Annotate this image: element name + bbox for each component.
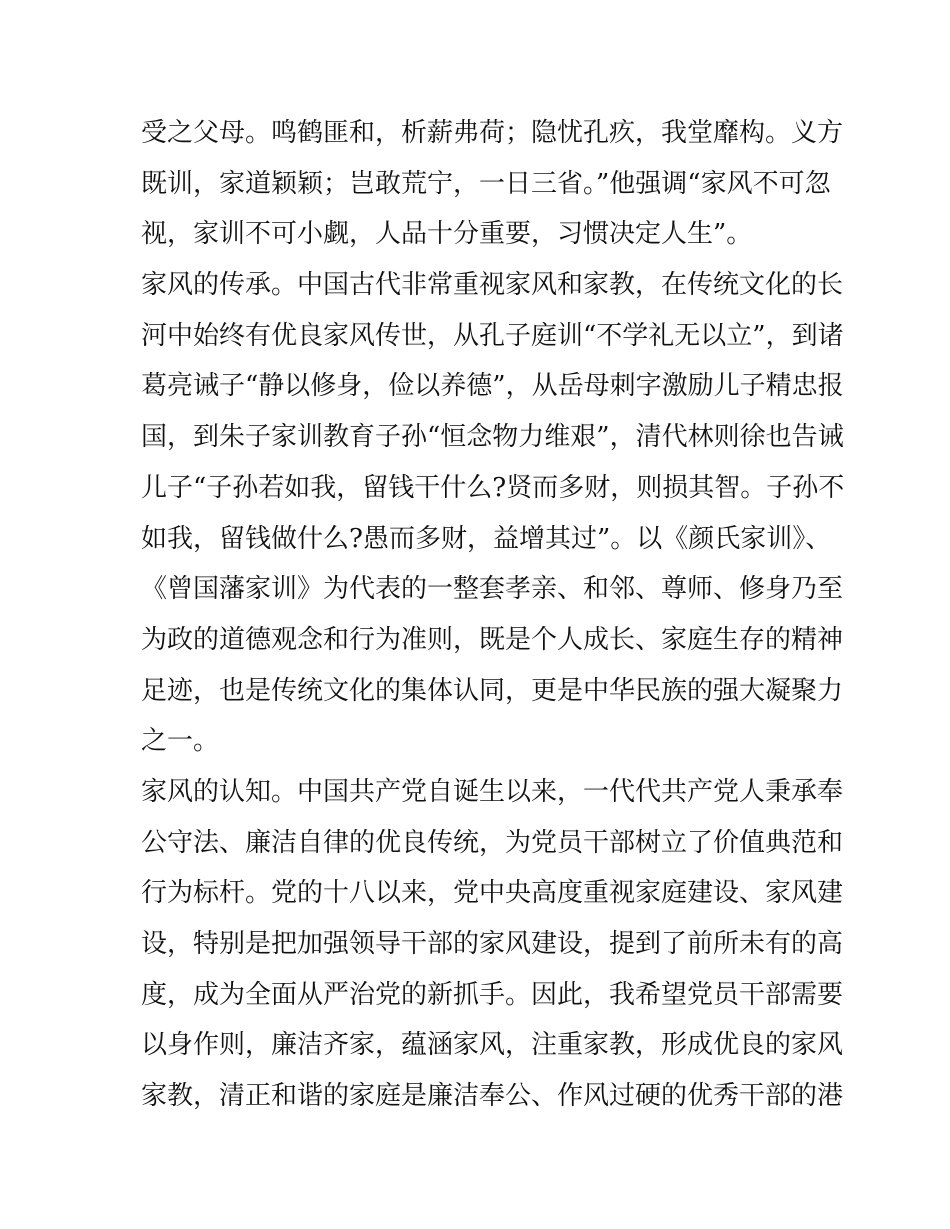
text-line: 既训，家道颖颖；岂敢荒宁，一日三省。”他强调“家风不可忽 (141, 168, 831, 199)
text-line: 《曾国藩家训》为代表的一整套孝亲、和邻、尊师、修身乃至 (141, 574, 844, 605)
text-line: 如我，留钱做什么?愚而多财，益增其过”。以《颜氏家训》、 (141, 523, 832, 554)
text-line: 家教，清正和谐的家庭是廉洁奉公、作风过硬的优秀干部的港 (141, 1081, 844, 1112)
text-line: 公守法、廉洁自律的优良传统，为党员干部树立了价值典范和 (141, 827, 844, 858)
text-line: 葛亮诫子“静以修身，俭以养德”，从岳母刺字激励儿子精忠报 (141, 371, 844, 402)
text-line: 家风的认知。中国共产党自诞生以来，一代代共产党人秉承奉 (141, 776, 844, 807)
text-line: 为政的道德观念和行为准则，既是个人成长、家庭生存的精神 (141, 624, 844, 655)
text-line: 足迹，也是传统文化的集体认同，更是中华民族的强大凝聚力 (141, 675, 844, 706)
text-line: 设，特别是把加强领导干部的家风建设，提到了前所未有的高 (141, 929, 844, 959)
text-line: 之一。 (141, 726, 220, 757)
text-line: 以身作则，廉洁齐家，蕴涵家风，注重家教，形成优良的家风 (141, 1030, 844, 1061)
text-line: 河中始终有优良家风传世，从孔子庭训“不学礼无以立”，到诸 (141, 320, 844, 351)
text-line: 视，家训不可小觑，人品十分重要，习惯决定人生”。 (141, 219, 753, 250)
text-line: 行为标杆。党的十八以来，党中央高度重视家庭建设、家风建 (141, 878, 844, 909)
body-text (141, 108, 845, 1122)
text-line: 国，到朱子家训教育子孙“恒念物力维艰”，清代林则徐也告诫 (141, 422, 844, 453)
text-line: 受之父母。鸣鹤匪和，析薪弗荷；隐忧孔疚，我堂靡构。义方 (141, 118, 844, 148)
text-line: 家风的传承。中国古代非常重视家风和家教，在传统文化的长 (141, 270, 844, 301)
text-line: 度，成为全面从严治党的新抓手。因此，我希望党员干部需要 (141, 979, 844, 1010)
text-line: 儿子“子孙若如我，留钱干什么?贤而多财，则损其智。子孙不 (141, 472, 845, 503)
